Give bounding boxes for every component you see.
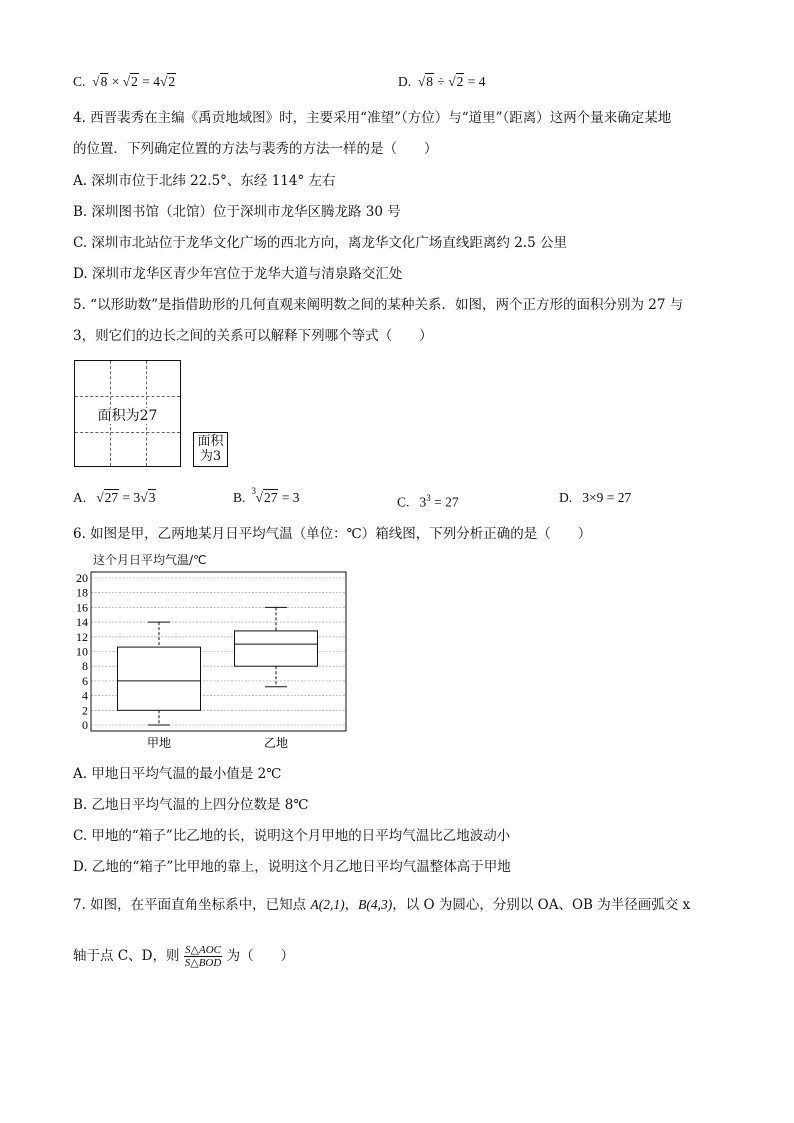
- y-tick-label: 2: [82, 703, 88, 718]
- y-tick-label: 4: [82, 688, 88, 703]
- q3-option-c: C. √8 × √2 = 4√2: [73, 74, 176, 89]
- small-square-label-2: 为3: [199, 449, 222, 464]
- q6-option-b: B. 乙地日平均气温的上四分位数是 8℃: [73, 797, 309, 813]
- q5-option-c: C. $3^3 = 27$: [397, 493, 459, 510]
- box-2: [235, 607, 318, 686]
- x-category-label: 乙地: [263, 736, 289, 750]
- y-tick-label: 14: [76, 615, 88, 630]
- q4-option-b: B. 深圳图书馆（北馆）位于深圳市龙华区腾龙路 30 号: [73, 204, 401, 220]
- y-tick-label: 18: [76, 585, 88, 600]
- q5-stem-line-2: 3，则它们的边长之间的关系可以解释下列哪个等式（ ）: [73, 328, 433, 344]
- q7-stem-line-2: 轴于点 C、D，则 $\frac{\text{S△AOC}}{\text{S△BOD}}$ 为（ ）: [73, 944, 295, 969]
- y-tick-label: 0: [82, 718, 88, 732]
- chart-title: 这个月日平均气温/℃: [93, 553, 207, 567]
- big-square-label: 面积为27: [97, 408, 158, 424]
- q5-option-d: D. 3×9 = 27: [559, 490, 632, 505]
- q5-stem-line-1: 5. “以形助数”是指借助形的几何直观来阐明数之间的某种关系．如图，两个正方形的面积分别为 27 与: [73, 297, 684, 313]
- area-ratio-fraction: $\frac{\text{S△AOC}}{\text{S△BOD}}$: [184, 944, 222, 969]
- q5-option-b: B. 3 √27 = 3: [233, 486, 300, 505]
- y-tick-label: 12: [76, 629, 88, 644]
- q3-c-radicand-a: 8: [100, 74, 108, 89]
- y-tick-label: 20: [76, 571, 88, 585]
- q4-stem-line-1: 4. 西晋裴秀在主编《禹贡地域图》时，主要采用“准望”（方位）与“道里”（距离）这两个量来确定某地: [73, 110, 672, 126]
- q6-stem: 6. 如图是甲，乙两地某月日平均气温（单位：℃）箱线图，下列分析正确的是（ ）: [73, 526, 592, 542]
- point-a: A(2,1): [310, 897, 345, 912]
- big-square-figure: [74, 360, 181, 467]
- y-tick-label: 16: [76, 600, 88, 615]
- y-tick-label: 10: [76, 644, 88, 659]
- q4-option-a: A. 深圳市位于北纬 22.5°、东经 114° 左右: [73, 173, 336, 189]
- small-square-label-1: 面积: [197, 434, 224, 449]
- q3-option-d: D. √8 ÷ √2 = 4: [398, 74, 486, 89]
- q4-option-c: C. 深圳市北站位于龙华文化广场的西北方向，离龙华文化广场直线距离约 2.5 公里: [73, 235, 567, 251]
- q5-option-a: A. √27 = 3√3: [73, 490, 156, 505]
- small-square-figure: [193, 432, 228, 467]
- q4-stem-line-2: 的位置．下列确定位置的方法与裴秀的方法一样的是（ ）: [73, 141, 438, 157]
- q6-option-c: C. 甲地的“箱子”比乙地的长，说明这个月甲地的日平均气温比乙地波动小: [73, 828, 511, 844]
- y-tick-label: 8: [82, 659, 88, 674]
- y-tick-label: 6: [82, 673, 88, 688]
- q4-option-d: D. 深圳市龙华区青少年宫位于龙华大道与清泉路交汇处: [73, 266, 403, 282]
- x-category-label: 甲地: [146, 736, 172, 750]
- boxplot-chart: [73, 550, 363, 760]
- iqr-box: [235, 631, 318, 666]
- point-b: B(4,3): [358, 897, 393, 912]
- iqr-box: [118, 647, 201, 710]
- q7-stem-line-1: 7. 如图，在平面直角坐标系中，已知点 A(2,1)，B(4,3)，以 O 为圆心，分别以 OA、OB 为半径画弧交 x: [73, 897, 691, 913]
- q6-option-a: A. 甲地日平均气温的最小值是 2℃: [73, 766, 282, 782]
- q6-option-d: D. 乙地的“箱子”比甲地的靠上，说明这个月乙地日平均气温整体高于甲地: [73, 859, 511, 875]
- q3-c-radicand-b: 2: [131, 74, 138, 89]
- box-1: [118, 622, 201, 725]
